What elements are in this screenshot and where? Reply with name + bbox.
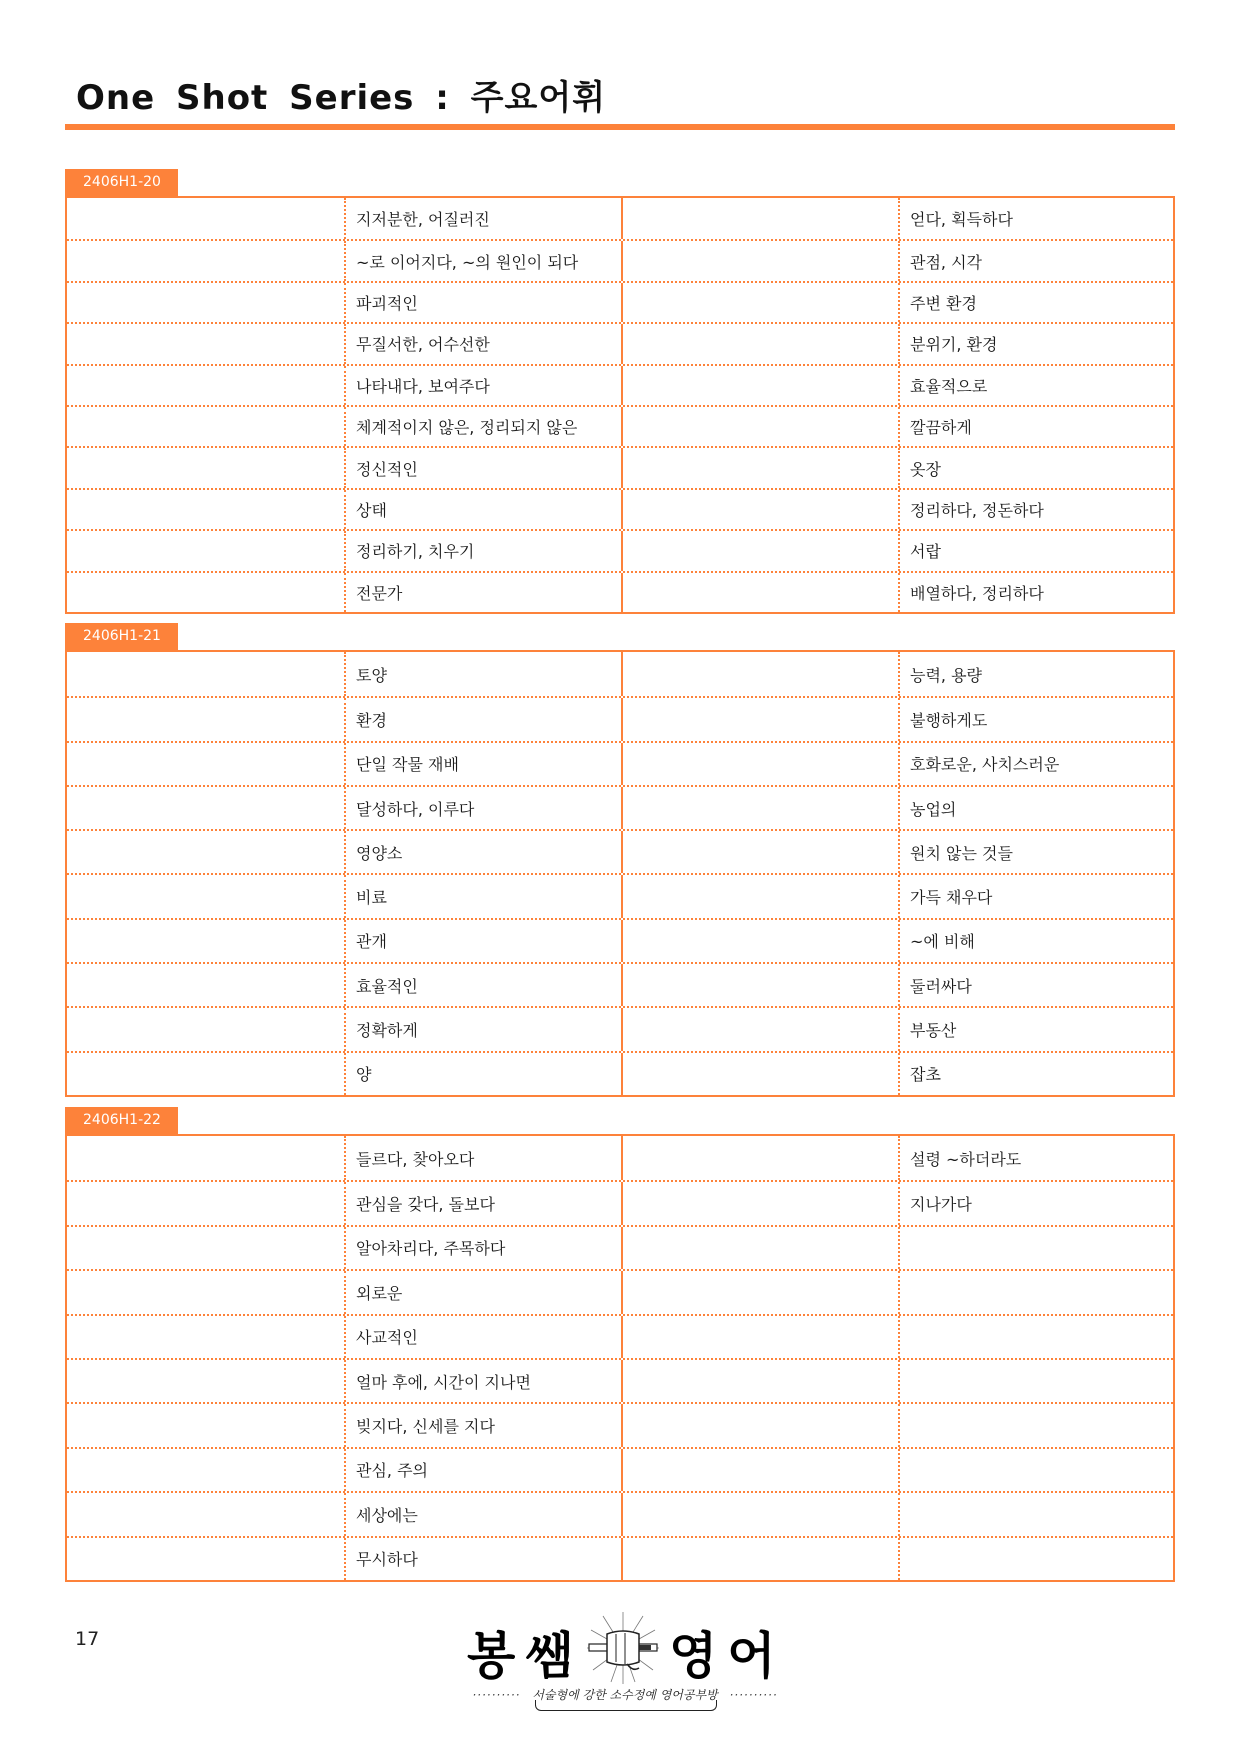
- meaning-left: 체계적이지 않은, 정리되지 않은: [344, 407, 621, 446]
- dotted-line: ··········: [472, 1688, 521, 1702]
- meaning-left: 관심을 갖다, 돌보다: [344, 1182, 621, 1224]
- word-left: [67, 1271, 344, 1313]
- word-right: [621, 324, 898, 363]
- meaning-left: 토양: [344, 652, 621, 696]
- meaning-right: [898, 1227, 1173, 1269]
- word-left: [67, 698, 344, 740]
- meaning-left: 달성하다, 이루다: [344, 787, 621, 829]
- word-right: [621, 531, 898, 570]
- word-left: [67, 920, 344, 962]
- meaning-left: 상태: [344, 490, 621, 529]
- table-row: [67, 488, 1173, 529]
- meaning-left: 지저분한, 어질러진: [344, 198, 621, 239]
- table-row: [67, 1491, 1173, 1535]
- word-left: [67, 531, 344, 570]
- meaning-right: 원치 않는 것들: [898, 831, 1173, 873]
- word-left: [67, 324, 344, 363]
- word-left: [67, 198, 344, 239]
- table-row: [67, 281, 1173, 322]
- tagline-bracket: [535, 1700, 717, 1711]
- meaning-left: 단일 작물 재배: [344, 743, 621, 785]
- meaning-right: 불행하게도: [898, 698, 1173, 740]
- word-left: [67, 366, 344, 405]
- meaning-right: [898, 1493, 1173, 1535]
- section-label: 2406H1-22: [65, 1107, 178, 1134]
- meaning-right: 설령 ~하더라도: [898, 1136, 1173, 1180]
- meaning-right: 주변 환경: [898, 283, 1173, 322]
- table-row: [67, 1051, 1173, 1095]
- word-left: [67, 1227, 344, 1269]
- word-right: [621, 366, 898, 405]
- table-row: [67, 405, 1173, 446]
- section-label: 2406H1-21: [65, 623, 178, 650]
- logo-text-right: 영어: [669, 1627, 786, 1685]
- word-left: [67, 964, 344, 1006]
- brand-logo: [455, 1612, 795, 1722]
- word-left: [67, 1493, 344, 1535]
- meaning-right: [898, 1316, 1173, 1358]
- table-row: [67, 571, 1173, 612]
- meaning-right: 부동산: [898, 1008, 1173, 1050]
- word-left: [67, 1136, 344, 1180]
- word-right: [621, 1271, 898, 1313]
- meaning-right: 분위기, 환경: [898, 324, 1173, 363]
- table-row: [67, 962, 1173, 1006]
- table-row: [67, 741, 1173, 785]
- word-left: [67, 652, 344, 696]
- word-left: [67, 573, 344, 612]
- word-left: [67, 241, 344, 280]
- dotted-line: ··········: [729, 1688, 778, 1702]
- word-right: [621, 573, 898, 612]
- page-title: One Shot Series : 주요어휘: [76, 78, 607, 118]
- word-left: [67, 787, 344, 829]
- meaning-left: 정리하기, 치우기: [344, 531, 621, 570]
- meaning-left: 빚지다, 신세를 지다: [344, 1404, 621, 1446]
- word-left: [67, 831, 344, 873]
- word-right: [621, 448, 898, 487]
- word-right: [621, 407, 898, 446]
- word-left: [67, 875, 344, 917]
- table-row: [67, 529, 1173, 570]
- meaning-left: 전문가: [344, 573, 621, 612]
- meaning-right: 호화로운, 사치스러운: [898, 743, 1173, 785]
- meaning-right: [898, 1538, 1173, 1580]
- word-right: [621, 198, 898, 239]
- word-left: [67, 1538, 344, 1580]
- word-right: [621, 964, 898, 1006]
- word-left: [67, 1449, 344, 1491]
- word-right: [621, 1404, 898, 1446]
- table-row: [67, 1447, 1173, 1491]
- meaning-left: 양: [344, 1053, 621, 1095]
- word-left: [67, 407, 344, 446]
- word-right: [621, 1008, 898, 1050]
- word-right: [621, 875, 898, 917]
- meaning-left: 세상에는: [344, 1493, 621, 1535]
- word-right: [621, 490, 898, 529]
- section-label: 2406H1-20: [65, 169, 178, 196]
- meaning-left: 무시하다: [344, 1538, 621, 1580]
- meaning-left: 정확하게: [344, 1008, 621, 1050]
- vocab-table: [65, 650, 1175, 1097]
- meaning-right: [898, 1271, 1173, 1313]
- table-row: [67, 1006, 1173, 1050]
- word-left: [67, 1182, 344, 1224]
- meaning-right: ~에 비해: [898, 920, 1173, 962]
- word-right: [621, 787, 898, 829]
- page-number: 17: [75, 1628, 100, 1650]
- word-right: [621, 241, 898, 280]
- meaning-left: 사교적인: [344, 1316, 621, 1358]
- table-row: [67, 239, 1173, 280]
- meaning-left: 환경: [344, 698, 621, 740]
- meaning-left: 들르다, 찾아오다: [344, 1136, 621, 1180]
- meaning-right: 가득 채우다: [898, 875, 1173, 917]
- meaning-right: 서랍: [898, 531, 1173, 570]
- word-left: [67, 1053, 344, 1095]
- table-row: [67, 696, 1173, 740]
- word-right: [621, 698, 898, 740]
- word-left: [67, 448, 344, 487]
- meaning-right: [898, 1404, 1173, 1446]
- word-left: [67, 490, 344, 529]
- table-row: [67, 1536, 1173, 1580]
- table-row: [67, 1358, 1173, 1402]
- table-row: [67, 785, 1173, 829]
- table-row: [67, 1314, 1173, 1358]
- word-right: [621, 1538, 898, 1580]
- word-left: [67, 1316, 344, 1358]
- title-underline: [65, 124, 1175, 130]
- meaning-right: 깔끔하게: [898, 407, 1173, 446]
- meaning-left: 알아차리다, 주목하다: [344, 1227, 621, 1269]
- meaning-left: 효율적인: [344, 964, 621, 1006]
- meaning-left: 나타내다, 보여주다: [344, 366, 621, 405]
- meaning-right: 관점, 시각: [898, 241, 1173, 280]
- table-row: [67, 1402, 1173, 1446]
- word-left: [67, 1360, 344, 1402]
- meaning-right: 정리하다, 정돈하다: [898, 490, 1173, 529]
- meaning-right: 옷장: [898, 448, 1173, 487]
- meaning-left: 관개: [344, 920, 621, 962]
- table-row: [67, 829, 1173, 873]
- table-row: [67, 446, 1173, 487]
- table-row: [67, 1225, 1173, 1269]
- meaning-right: 얻다, 획득하다: [898, 198, 1173, 239]
- meaning-left: 영양소: [344, 831, 621, 873]
- table-row: [67, 1136, 1173, 1180]
- meaning-right: [898, 1449, 1173, 1491]
- word-right: [621, 1360, 898, 1402]
- meaning-left: 파괴적인: [344, 283, 621, 322]
- fist-with-pencil-icon: [583, 1612, 663, 1684]
- meaning-right: [898, 1360, 1173, 1402]
- table-row: [67, 652, 1173, 696]
- table-row: [67, 198, 1173, 239]
- meaning-right: 효율적으로: [898, 366, 1173, 405]
- meaning-left: 비료: [344, 875, 621, 917]
- word-left: [67, 743, 344, 785]
- table-row: [67, 873, 1173, 917]
- word-left: [67, 1008, 344, 1050]
- table-row: [67, 322, 1173, 363]
- meaning-right: 둘러싸다: [898, 964, 1173, 1006]
- word-right: [621, 1053, 898, 1095]
- word-right: [621, 283, 898, 322]
- word-left: [67, 283, 344, 322]
- meaning-right: 잡초: [898, 1053, 1173, 1095]
- word-right: [621, 652, 898, 696]
- word-right: [621, 1449, 898, 1491]
- meaning-left: ~로 이어지다, ~의 원인이 되다: [344, 241, 621, 280]
- meaning-right: 농업의: [898, 787, 1173, 829]
- word-left: [67, 1404, 344, 1446]
- word-right: [621, 831, 898, 873]
- table-row: [67, 918, 1173, 962]
- meaning-right: 능력, 용량: [898, 652, 1173, 696]
- meaning-left: 무질서한, 어수선한: [344, 324, 621, 363]
- word-right: [621, 1316, 898, 1358]
- meaning-left: 외로운: [344, 1271, 621, 1313]
- word-right: [621, 743, 898, 785]
- table-row: [67, 1269, 1173, 1313]
- meaning-right: 배열하다, 정리하다: [898, 573, 1173, 612]
- vocab-table: [65, 1134, 1175, 1582]
- vocab-table: [65, 196, 1175, 614]
- word-right: [621, 1136, 898, 1180]
- table-row: [67, 364, 1173, 405]
- meaning-left: 얼마 후에, 시간이 지나면: [344, 1360, 621, 1402]
- meaning-left: 정신적인: [344, 448, 621, 487]
- logo-text-left: 봉쌤: [467, 1627, 584, 1685]
- meaning-right: 지나가다: [898, 1182, 1173, 1224]
- word-right: [621, 1493, 898, 1535]
- word-right: [621, 920, 898, 962]
- word-right: [621, 1182, 898, 1224]
- word-right: [621, 1227, 898, 1269]
- table-row: [67, 1180, 1173, 1224]
- logo-tagline: 서술형에 강한 소수정예 영어공부방: [532, 1688, 718, 1702]
- meaning-left: 관심, 주의: [344, 1449, 621, 1491]
